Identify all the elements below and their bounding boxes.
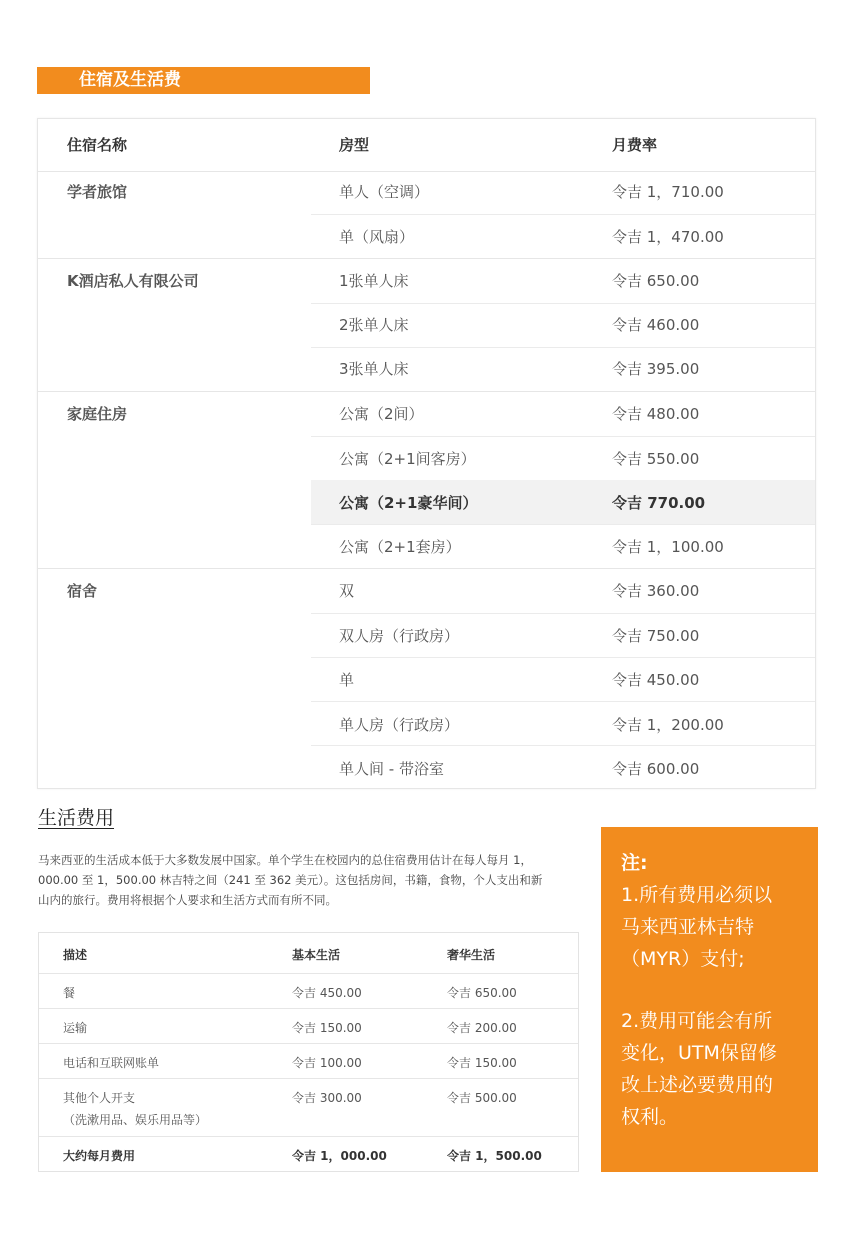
room-type: 公寓（2间） <box>339 405 424 423</box>
note-line: 2.费用可能会有所 <box>621 1010 773 1032</box>
room-type: 2张单人床 <box>339 316 409 334</box>
living-costs-title: 生活费用 <box>38 807 115 829</box>
note-line: （MYR）支付; <box>621 948 745 970</box>
intro-line: 马来西亚的生活成本低于大多数发展中国家。单个学生在校园内的总住宿费用估计在每人每月 1， <box>38 853 532 867</box>
accommodation-name: 家庭住房 <box>67 405 128 423</box>
note-title: 注: <box>621 852 648 874</box>
total-basic: 令吉 1，000.00 <box>292 1149 387 1163</box>
luxury-cost: 令吉 650.00 <box>447 986 517 1000</box>
room-rate: 令吉 770.00 <box>612 494 706 512</box>
total-luxury: 令吉 1，500.00 <box>447 1149 542 1163</box>
room-type: 单 <box>339 671 355 689</box>
room-type: 单（风扇） <box>339 228 415 246</box>
room-rate: 令吉 1，470.00 <box>612 228 724 246</box>
accommodation-name: 宿舍 <box>67 582 98 600</box>
room-type: 单人房（行政房） <box>339 716 460 734</box>
room-rate: 令吉 600.00 <box>612 760 700 778</box>
room-rate: 令吉 480.00 <box>612 405 700 423</box>
room-rate: 令吉 1，100.00 <box>612 538 724 556</box>
cost-description-detail: （洗漱用品、娱乐用品等） <box>63 1113 208 1127</box>
accommodation-name: K酒店私人有限公司 <box>67 272 199 290</box>
note-line: 改上述必要费用的 <box>621 1074 774 1096</box>
living-costs-table <box>38 932 579 1172</box>
room-rate: 令吉 650.00 <box>612 272 700 290</box>
luxury-cost: 令吉 500.00 <box>447 1091 517 1105</box>
note-line: 1.所有费用必须以 <box>621 884 773 906</box>
room-type: 1张单人床 <box>339 272 409 290</box>
cost-description: 其他个人开支 <box>63 1091 136 1105</box>
cost-description: 电话和互联网账单 <box>63 1056 160 1070</box>
room-type: 公寓（2+1套房） <box>339 538 461 556</box>
header-description: 描述 <box>63 948 88 962</box>
header-luxury: 奢华生活 <box>447 948 496 962</box>
section-title-bar <box>37 67 370 94</box>
header-room-type: 房型 <box>339 136 370 154</box>
room-rate: 令吉 360.00 <box>612 582 700 600</box>
cost-description: 运输 <box>63 1021 88 1035</box>
room-rate: 令吉 750.00 <box>612 627 700 645</box>
note-line: 权利。 <box>621 1106 679 1128</box>
room-type: 公寓（2+1间客房） <box>339 450 476 468</box>
header-name: 住宿名称 <box>67 136 128 154</box>
room-rate: 令吉 450.00 <box>612 671 700 689</box>
living-costs-intro <box>38 850 583 910</box>
accommodation-name: 学者旅馆 <box>67 183 128 201</box>
room-type: 单人间 - 带浴室 <box>339 760 444 778</box>
room-type: 3张单人床 <box>339 360 409 378</box>
header-basic: 基本生活 <box>292 948 341 962</box>
basic-cost: 令吉 150.00 <box>292 1021 362 1035</box>
room-rate: 令吉 395.00 <box>612 360 700 378</box>
basic-cost: 令吉 450.00 <box>292 986 362 1000</box>
room-rate: 令吉 460.00 <box>612 316 700 334</box>
room-rate: 令吉 1，710.00 <box>612 183 724 201</box>
housing-table-header <box>38 119 815 171</box>
intro-line: 000.00 至 1，500.00 林吉特之间（241 至 362 美元）。这包括房间，书籍，食物，个人支出和新 <box>38 873 543 887</box>
room-type: 公寓（2+1豪华间） <box>339 494 478 512</box>
room-type: 单人（空调） <box>339 183 430 201</box>
section-title: 住宿及生活费 <box>79 70 181 90</box>
luxury-cost: 令吉 150.00 <box>447 1056 517 1070</box>
note-line: 变化，UTM保留修 <box>621 1042 777 1064</box>
room-rate: 令吉 550.00 <box>612 450 700 468</box>
basic-cost: 令吉 100.00 <box>292 1056 362 1070</box>
housing-table <box>37 118 816 789</box>
cost-description: 餐 <box>63 986 76 1000</box>
header-monthly-rate: 月费率 <box>612 136 658 154</box>
basic-cost: 令吉 300.00 <box>292 1091 362 1105</box>
note-box <box>601 827 818 1172</box>
note-line: 马来西亚林吉特 <box>621 916 755 938</box>
intro-line: 山内的旅行。费用将根据个人要求和生活方式而有所不同。 <box>38 893 337 907</box>
luxury-cost: 令吉 200.00 <box>447 1021 517 1035</box>
total-description: 大约每月费用 <box>63 1149 136 1163</box>
room-type: 双 <box>339 582 355 600</box>
room-rate: 令吉 1，200.00 <box>612 716 724 734</box>
room-type: 双人房（行政房） <box>339 627 460 645</box>
